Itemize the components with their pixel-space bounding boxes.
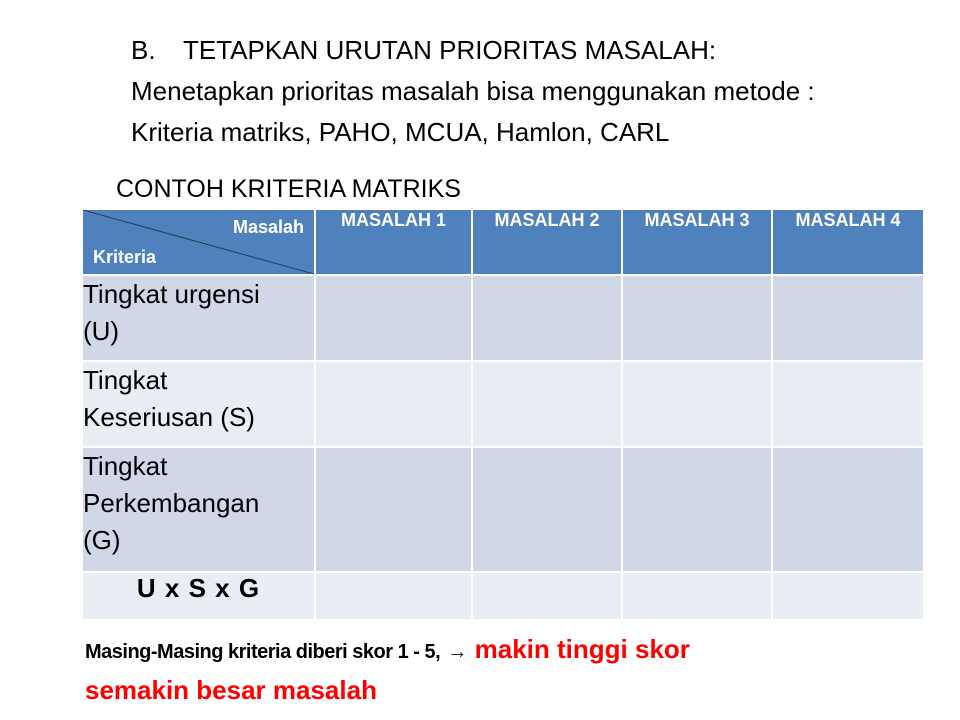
score-cell[interactable] <box>473 362 623 448</box>
score-cell[interactable] <box>473 276 623 362</box>
score-cell[interactable] <box>316 362 473 448</box>
score-cell[interactable] <box>473 448 623 573</box>
table-row <box>83 448 923 573</box>
score-cell[interactable] <box>773 573 923 621</box>
item-label: B. <box>131 35 156 65</box>
heading-title: TETAPKAN URUTAN PRIORITAS MASALAH: <box>183 35 717 65</box>
score-cell[interactable] <box>773 448 923 573</box>
corner-label-masalah: Masalah <box>232 217 304 237</box>
heading-line-2: Menetapkan prioritas masalah bisa menggunakan metode : <box>131 76 815 106</box>
score-cell[interactable] <box>623 362 773 448</box>
column-header: MASALAH 1 <box>316 210 473 276</box>
score-cell[interactable] <box>773 276 923 362</box>
corner-cell <box>83 210 316 276</box>
score-cell[interactable] <box>316 448 473 573</box>
criteria-text: Tingkat urgensi <box>83 279 260 309</box>
score-cell[interactable] <box>316 573 473 621</box>
subtitle: CONTOH KRITERIA MATRIKS <box>116 175 461 203</box>
criteria-text: Perkembangan <box>83 488 260 518</box>
column-header: MASALAH 2 <box>473 210 623 276</box>
criteria-text: (G) <box>83 525 121 555</box>
heading-line-3: Kriteria matriks, PAHO, MCUA, Hamlon, CARL <box>131 117 670 147</box>
heading-block <box>131 30 931 153</box>
score-cell[interactable] <box>623 276 773 362</box>
criteria-cell-urgency <box>83 276 316 362</box>
criteria-text: (U) <box>83 316 120 346</box>
heading-title-line <box>131 30 931 71</box>
total-formula-cell: U x S x G <box>83 573 316 621</box>
footer-red-text-1: makin tinggi skor <box>474 634 690 664</box>
table-header-row <box>83 210 923 276</box>
table-row <box>83 362 923 448</box>
table-row-total <box>83 573 923 621</box>
criteria-text: Tingkat <box>83 365 168 395</box>
score-cell[interactable] <box>316 276 473 362</box>
score-cell[interactable] <box>623 573 773 621</box>
criteria-text: Keseriusan (S) <box>83 402 255 432</box>
footer-score-note: Masing-Masing kriteria diberi skor 1 - 5, <box>85 641 441 663</box>
table-row <box>83 276 923 362</box>
column-header: MASALAH 4 <box>773 210 923 276</box>
footer-note <box>85 630 925 709</box>
score-cell[interactable] <box>623 448 773 573</box>
score-cell[interactable] <box>473 573 623 621</box>
column-header: MASALAH 3 <box>623 210 773 276</box>
criteria-cell-growth <box>83 448 316 573</box>
arrow-right-icon: → <box>447 641 468 663</box>
criteria-matrix-table <box>83 210 923 621</box>
footer-red-text-2: semakin besar masalah <box>85 675 377 705</box>
criteria-text: Tingkat <box>83 451 168 481</box>
corner-label-kriteria: Kriteria <box>93 247 157 267</box>
criteria-cell-seriousness <box>83 362 316 448</box>
score-cell[interactable] <box>773 362 923 448</box>
